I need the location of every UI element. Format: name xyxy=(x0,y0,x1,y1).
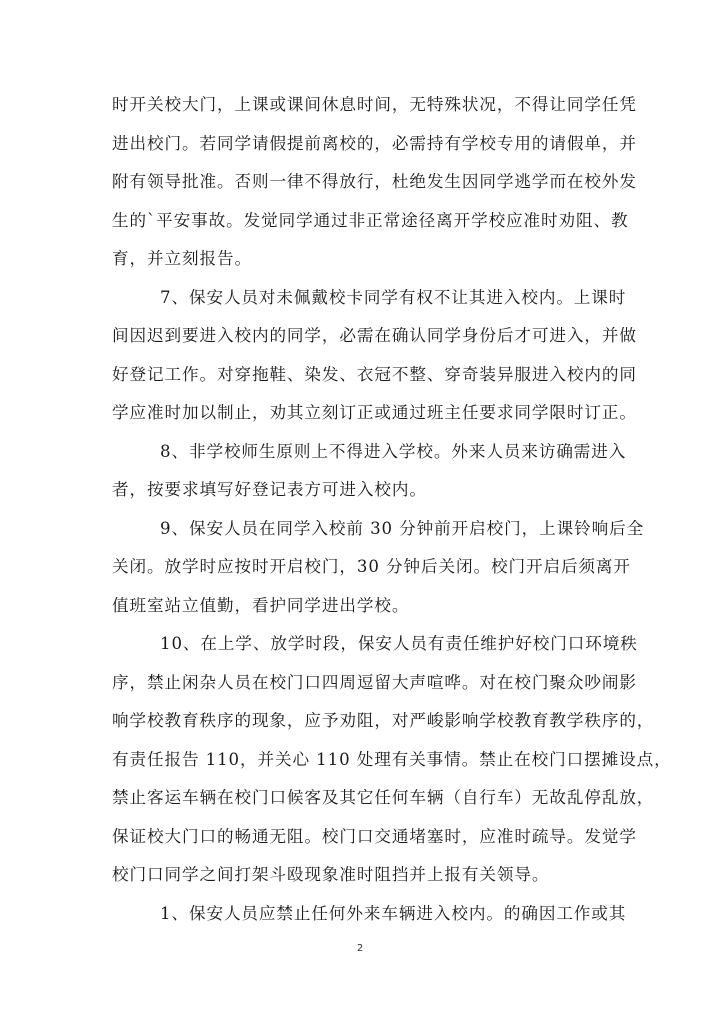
text-line: 进出校门。若同学请假提前离校的，必需持有学校专用的请假单，并 xyxy=(112,134,637,153)
text-line: 序，禁止闲杂人员在校门口四周逗留大声喧哗。对在校门聚众吵闹影 xyxy=(112,673,637,692)
text-line: 学应准时加以制止，劝其立刻订正或通过班主任要求同学限时订正。 xyxy=(112,403,637,422)
text-line: 关闭。放学时应按时开启校门，30 分钟后关闭。校门开启后须离开 xyxy=(112,557,631,576)
text-line: 间因迟到要进入校内的同学，必需在确认同学身份后才可进入，并做 xyxy=(112,326,637,345)
text-line: 好登记工作。对穿拖鞋、染发、衣冠不整、穿奇装异服进入校内的同 xyxy=(112,365,637,384)
paragraph-7-first-line: 7、保安人员对未佩戴校卡同学有权不让其进入校内。上课时 xyxy=(160,288,627,307)
paragraph-10-first-line: 10、在上学、放学时段，保安人员有责任维护好校门口环境秩 xyxy=(160,634,638,653)
text-line: 生的`平安事故。发觉同学通过非正常途径离开学校应准时劝阻、教 xyxy=(112,211,629,230)
text-line: 保证校大门口的畅通无阻。校门口交通堵塞时，应准时疏导。发觉学 xyxy=(112,827,637,846)
text-line: 育，并立刻报告。 xyxy=(112,249,252,268)
paragraph-1-first-line: 1、保安人员应禁止任何外来车辆进入校内。的确因工作或其 xyxy=(160,904,627,923)
page-number: 2 xyxy=(356,943,364,954)
text-line: 时开关校大门，上课或课间休息时间，无特殊状况，不得让同学任凭 xyxy=(112,95,637,114)
text-line: 有责任报告 110，并关心 110 处理有关事情。禁止在校门口摆摊设点， xyxy=(112,750,672,769)
text-line: 禁止客运车辆在校门口候客及其它任何车辆（自行车）无故乱停乱放， xyxy=(112,788,655,807)
text-line: 校门口同学之间打架斗殴现象准时阻挡并上报有关领导。 xyxy=(112,865,550,884)
text-line: 值班室站立值勤，看护同学进出学校。 xyxy=(112,596,410,615)
text-line: 响学校教育秩序的现象，应予劝阻，对严峻影响学校教育教学秩序的， xyxy=(112,711,655,730)
text-line: 附有领导批准。否则一律不得放行，杜绝发生因同学逃学而在校外发 xyxy=(112,172,637,191)
paragraph-9-first-line: 9、保安人员在同学入校前 30 分钟前开启校门，上课铃响后全 xyxy=(160,519,645,538)
paragraph-8-first-line: 8、非学校师生原则上不得进入学校。外来人员来访确需进入 xyxy=(160,442,627,461)
text-line: 者，按要求填写好登记表方可进入校内。 xyxy=(112,480,427,499)
